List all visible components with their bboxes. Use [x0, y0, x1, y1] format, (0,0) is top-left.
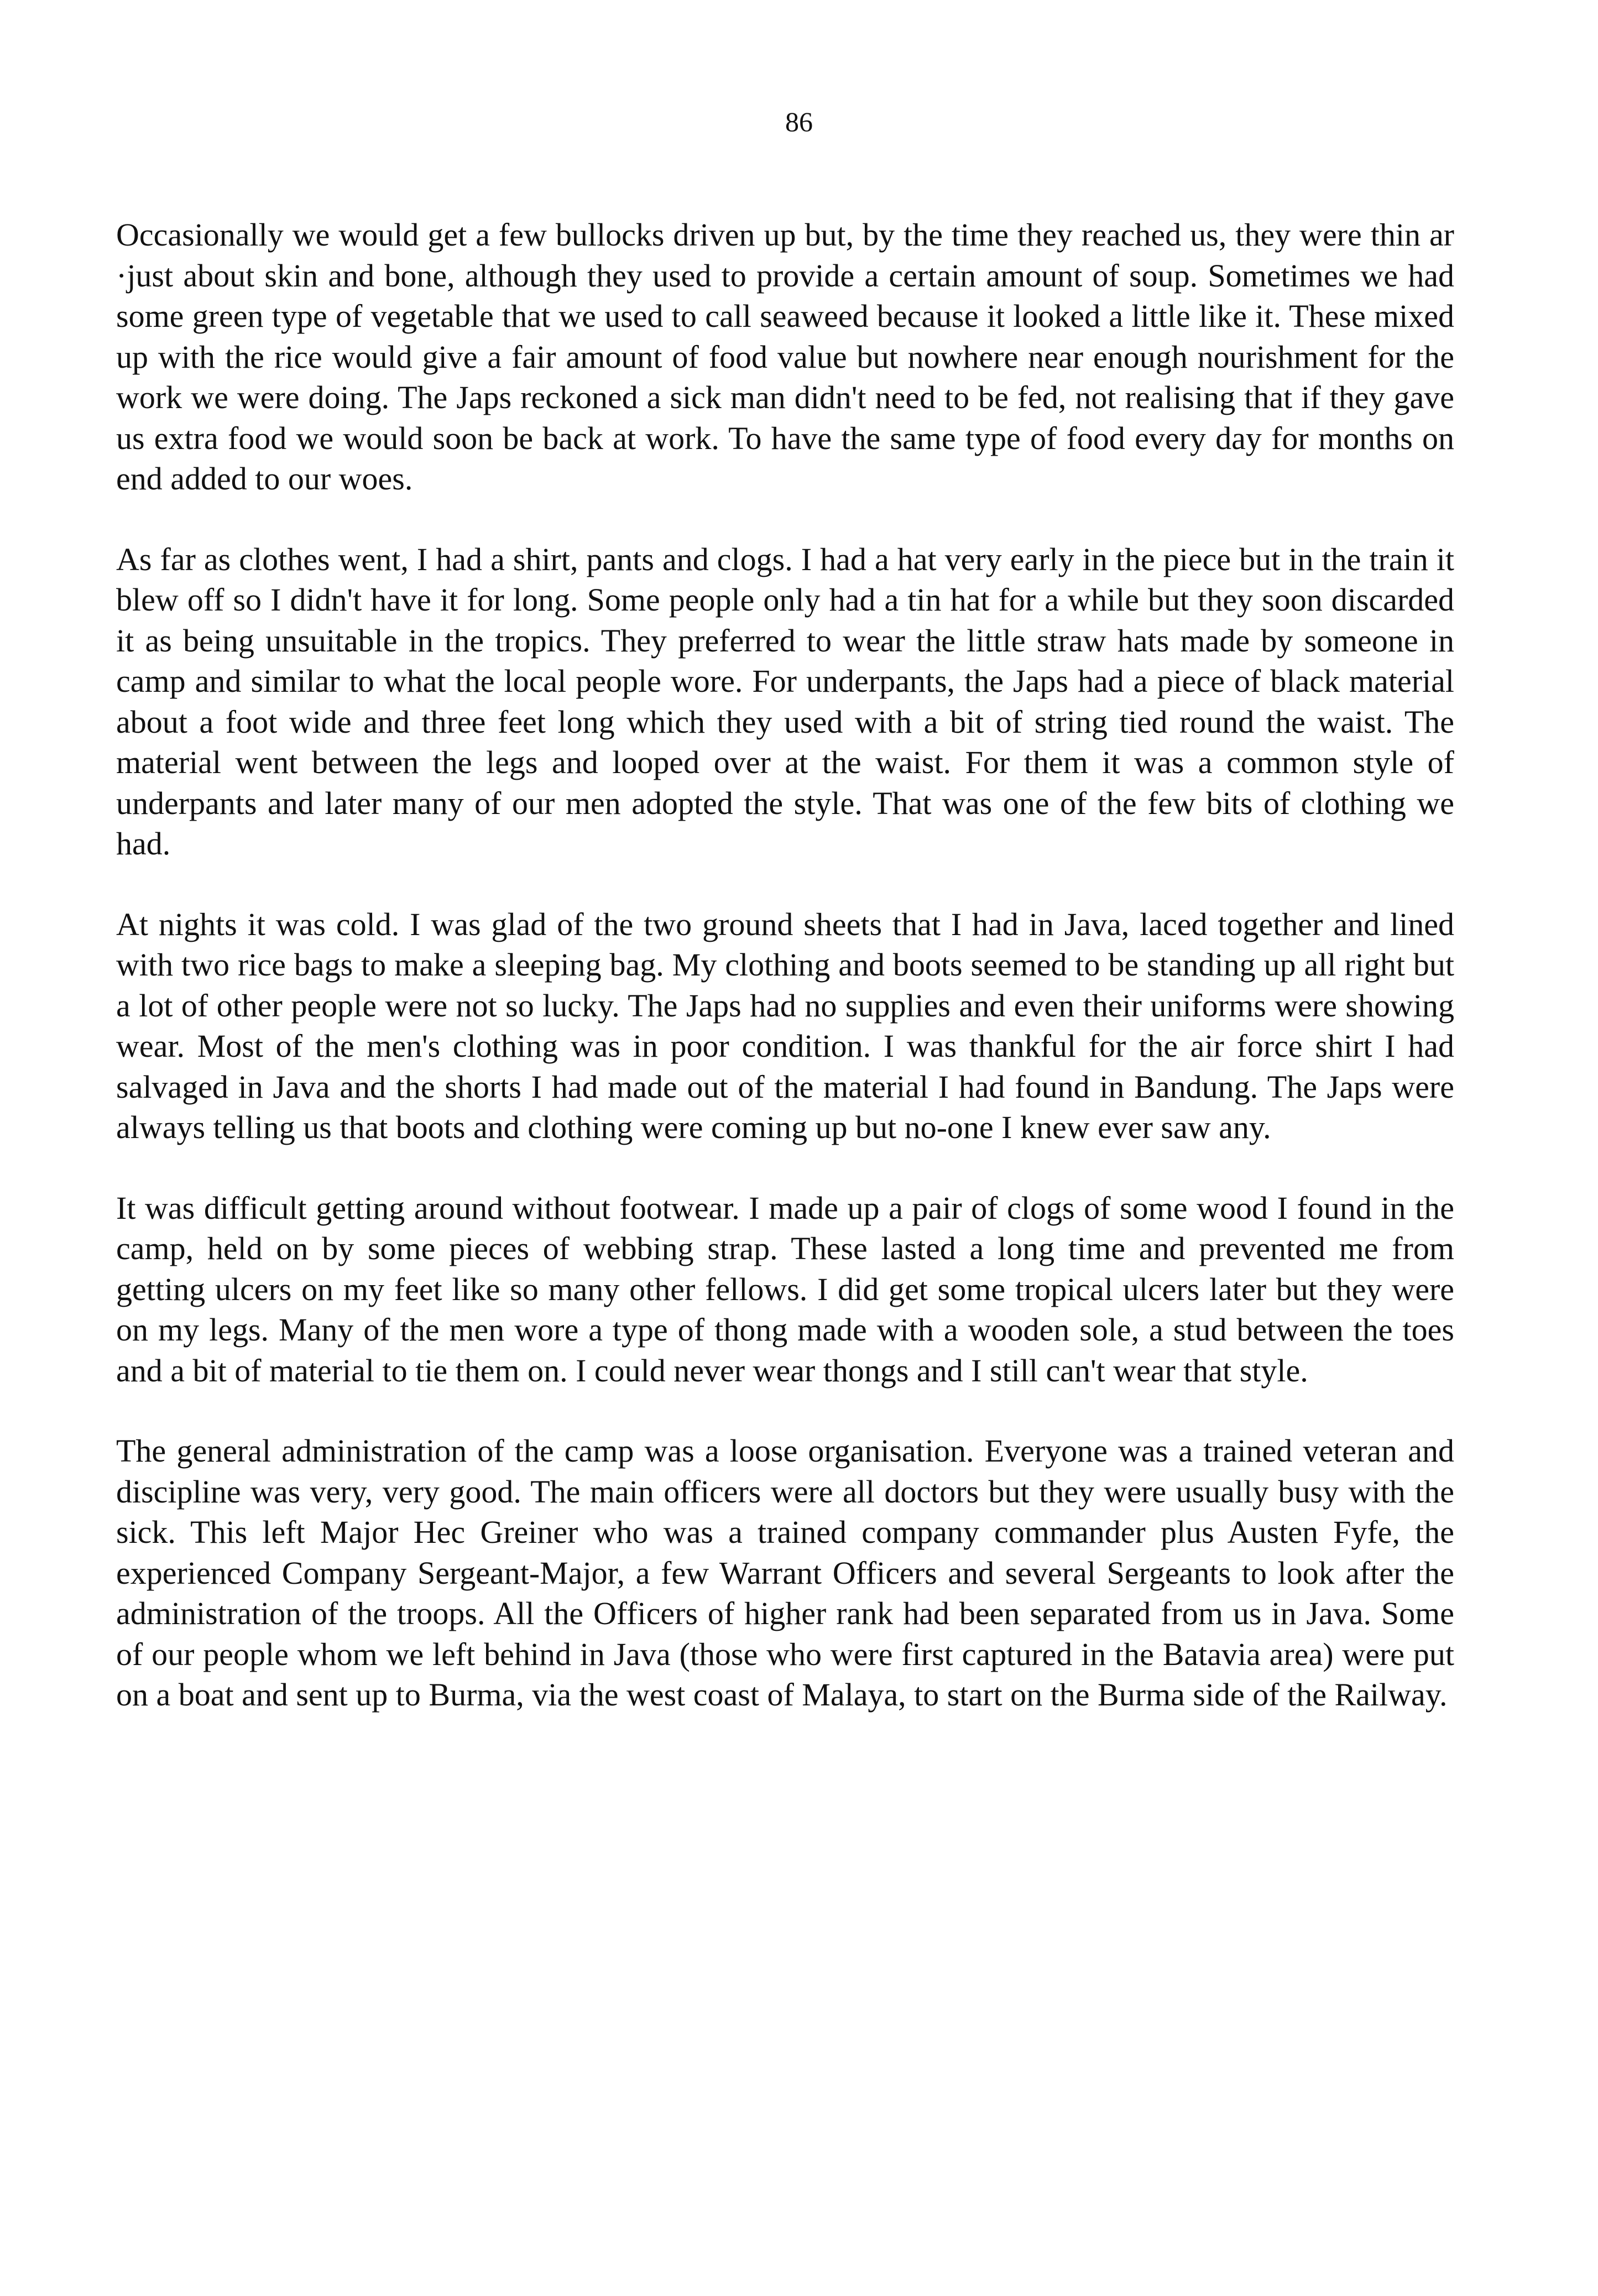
paragraph-clothes: As far as clothes went, I had a shirt, pants and clogs. I had a hat very early in the piece but in the train it blew off so I didn't have it for long. Some people only had a tin hat for a while but they soon discarded it as being unsuitable in the tropics. They preferred to wear the little straw hats made by someone in camp and similar to what the local people wore. For underpants, the Japs had a piece of black material about a foot wide and three feet long which they used with a bit of string tied round the waist. The material went between the legs and looped over at the waist. For them it was a common style of underpants and later many of our men adopted the style. That was one of the few bits of clothing we had.	[116, 541, 1454, 862]
paragraph-cold-nights: At nights it was cold. I was glad of the two ground sheets that I had in Java, laced together and lined with two rice bags to make a sleeping bag. My clothing and boots seemed to be standing up all right but a lot of other people were not so lucky. The Japs had no supplies and even their uniforms were showing wear. Most of the men's clothing was in poor condition. I was thankful for the air force shirt I had salvaged in Java and the shorts I had made out of the material I had found in Bandung. The Japs were always telling us that boots and clothing were coming up but no-one I knew ever saw any.	[116, 906, 1454, 1145]
paragraph-administration: The general administration of the camp was a loose organisation. Everyone was a trained veteran and discipline was very, very good. The main officers were all doctors but they were usually busy with the sick. This left Major Hec Greiner who was a trained company commander plus Austen Fyfe, the experienced Company Sergeant-Major, a few Warrant Officers and several Sergeants to look after the administration of the troops. All the Officers of higher rank had been separated from us in Java. Some of our people whom we left behind in Java (those who were first captured in the Batavia area) were put on a boat and sent up to Burma, via the west coast of Malaya, to start on the Burma side of the Railway.	[116, 1433, 1454, 1713]
page-number: 86	[785, 106, 813, 137]
paragraph-footwear: It was difficult getting around without footwear. I made up a pair of clogs of some wood I found in the camp, held on by some pieces of webbing strap. These lasted a long time and prevented me from getting ulcers on my feet like so many other fellows. I did get some tropical ulcers later but they were on my legs. Many of the men wore a type of thong made with a wooden sole, a stud between the toes and a bit of material to tie them on. I could never wear thongs and I still can't wear that style.	[116, 1189, 1454, 1389]
body-text	[116, 215, 1454, 1755]
paragraph-food: Occasionally we would get a few bullocks driven up but, by the time they reached us, they were thin ar ·just about skin and bone, although they used to provide a certain amount of soup. Sometimes we had some green type of vegetable that we used to call seaweed because it looked a little like it. These mixed up with the rice would give a fair amount of food value but nowhere near enough nourishment for the work we were doing. The Japs reckoned a sick man didn't need to be fed, not realising that if they gave us extra food we would soon be back at work. To have the same type of food every day for months on end added to our woes.	[116, 217, 1454, 497]
